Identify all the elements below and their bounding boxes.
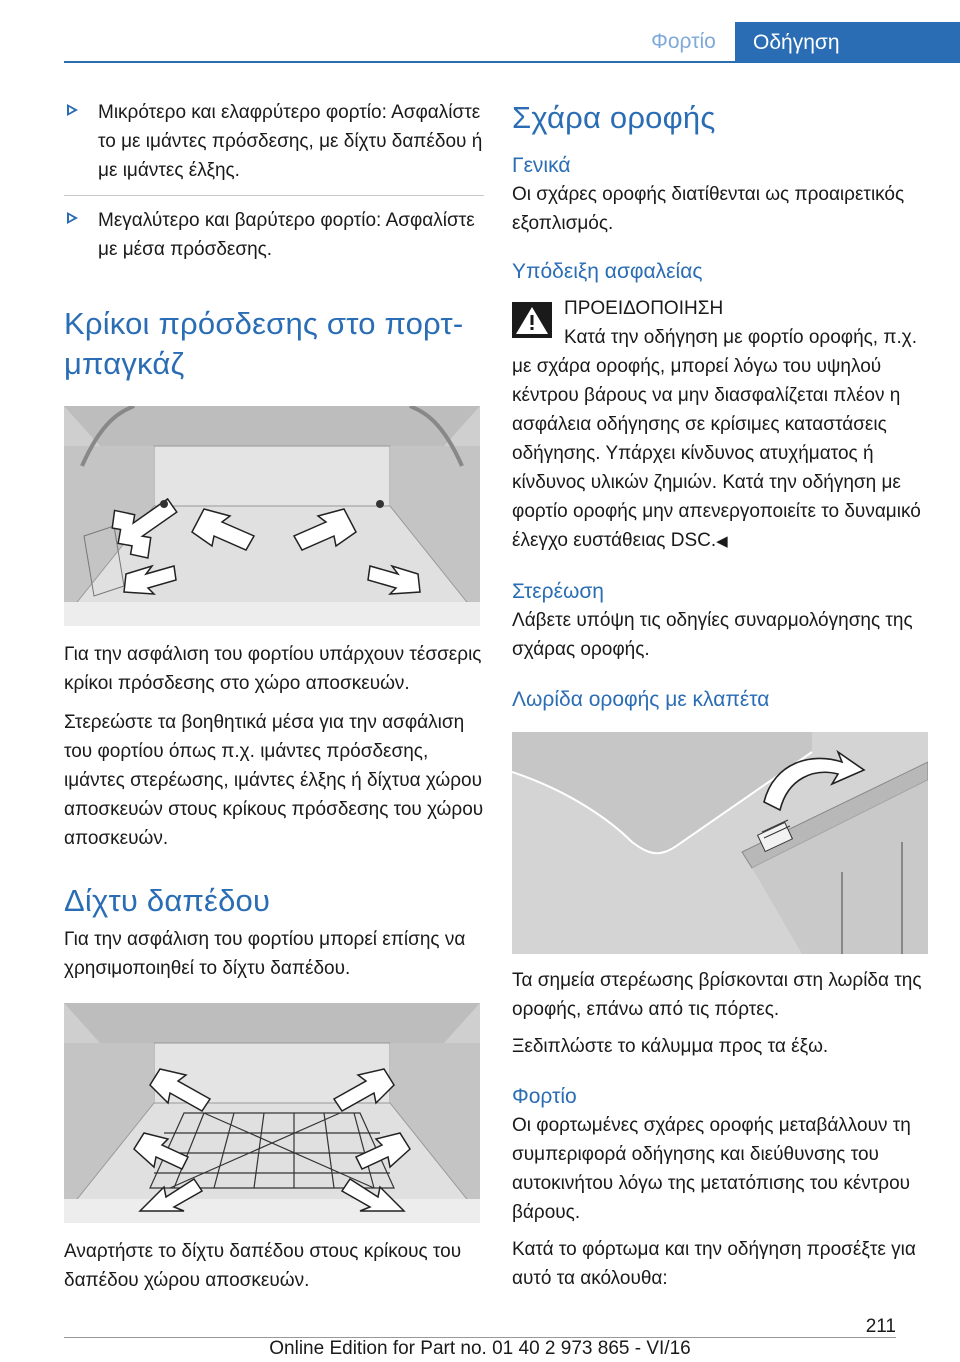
header-chapter-tab: Οδήγηση xyxy=(735,22,960,63)
section-title-floor-net: Δίχτυ δαπέδου xyxy=(64,883,271,918)
trunk-illustration xyxy=(64,406,480,626)
header-section-tab: Φορτίο xyxy=(651,30,716,53)
floor-net-photo xyxy=(64,1003,480,1223)
warning-label: ΠΡΟΕΙΔΟΠΟΙΗΣΗ xyxy=(564,298,724,319)
bullet-list xyxy=(64,98,484,274)
roof-strip-illustration xyxy=(512,732,928,954)
roof-strip-text-2: Ξεδιπλώστε το κάλυμμα προς τα έξω. xyxy=(512,1036,829,1057)
triangle-bullet-icon xyxy=(67,212,78,224)
left-column xyxy=(64,98,484,1295)
warning-triangle-icon xyxy=(512,302,552,338)
warning-box xyxy=(512,294,928,556)
subtitle-safety: Υπόδειξη ασφαλείας xyxy=(512,260,703,283)
section-title-roof-rack: Σχάρα οροφής xyxy=(512,100,716,135)
right-column xyxy=(512,98,928,1293)
list-item: Μεγαλύτερο και βαρύτερο φορτίο: Ασφαλίστε με μέσα πρόσδεσης. xyxy=(64,206,484,274)
floor-net-illustration xyxy=(64,1003,480,1223)
subtitle-load: Φορτίο xyxy=(512,1085,577,1108)
general-text: Οι σχάρες οροφής διατίθενται ως προαιρετικός εξοπλισμός. xyxy=(512,184,905,234)
page-header xyxy=(0,22,960,62)
load-text-1: Οι φορτωμένες σχάρες οροφής μεταβάλλουν τη συμπεριφορά οδήγησης και διεύθυνσης του αυτοκινήτου λόγω της μετατόπισης του κέντρου βάρους. xyxy=(512,1115,911,1223)
subtitle-general: Γενικά xyxy=(512,154,571,177)
end-mark-icon: ◀ xyxy=(716,533,728,550)
load-text-2: Κατά το φόρτωμα και την οδήγηση προσέξτε για αυτό τα ακόλουθα: xyxy=(512,1239,916,1289)
subtitle-mounting: Στερέωση xyxy=(512,580,604,603)
tie-down-rings-text-2: Στερεώστε τα βοηθητικά μέσα για την ασφάλιση του φορτίου όπως π.χ. ιμάντες πρόσδεσης, ιμάντες στερέωσης, ιμάντες έλξης ή δίχτυα χώρου αποσκευών στους κρίκους πρόσδεσης του χώρου αποσκευών. xyxy=(64,712,484,849)
subtitle-roof-strip: Λωρίδα οροφής με κλαπέτα xyxy=(512,688,770,711)
roof-strip-photo xyxy=(512,732,928,954)
warning-text: Κατά την οδήγηση με φορτίο οροφής, π.χ. με σχάρα οροφής, μπορεί λόγω του υψηλού κέντρου βάρους να μην διασφαλίζεται πλέον η ασφάλεια οδήγησης σε κρίσιμες καταστάσεις οδήγησης. Υπάρχει κίνδυνος ατυχήματος ή κίνδυνος υλικών ζημιών. Κατά την οδήγηση με φορτίο οροφής μην απενεργοποιείτε το δυναμικό έλεγχο ευστάθειας DSC.◀ xyxy=(512,327,921,551)
tie-down-rings-text-1: Για την ασφάλιση του φορτίου υπάρχουν τέσσερις κρίκοι πρόσδεσης στο χώρο αποσκευών. xyxy=(64,644,482,694)
floor-net-text-1: Για την ασφάλιση του φορτίου μπορεί επίσης να χρησιμοποιηθεί το δίχτυ δαπέδου. xyxy=(64,929,466,979)
section-title-tie-down-rings: Κρίκοι πρόσδεσης στο πορτμπαγκάζ xyxy=(64,306,464,381)
header-rule xyxy=(64,61,960,63)
floor-net-text-2: Αναρτήστε το δίχτυ δαπέδου στους κρίκους του δαπέδου χώρου αποσκευών. xyxy=(64,1241,462,1291)
trunk-tie-down-photo xyxy=(64,406,480,626)
footer-edition: Online Edition for Part no. 01 40 2 973 865 - VI/16 xyxy=(269,1338,691,1359)
mounting-text: Λάβετε υπόψη τις οδηγίες συναρμολόγησης της σχάρας οροφής. xyxy=(512,610,913,660)
triangle-bullet-icon xyxy=(67,104,78,116)
list-item: Μικρότερο και ελαφρύτερο φορτίο: Ασφαλίστε το με ιμάντες πρόσδεσης, με δίχτυ δαπέδου ή με ιμάντες έλξης. xyxy=(64,98,484,196)
page-number: 211 xyxy=(865,1316,896,1337)
roof-strip-text-1: Τα σημεία στερέωσης βρίσκονται στη λωρίδα της οροφής, επάνω από τις πόρτες. xyxy=(512,970,922,1020)
